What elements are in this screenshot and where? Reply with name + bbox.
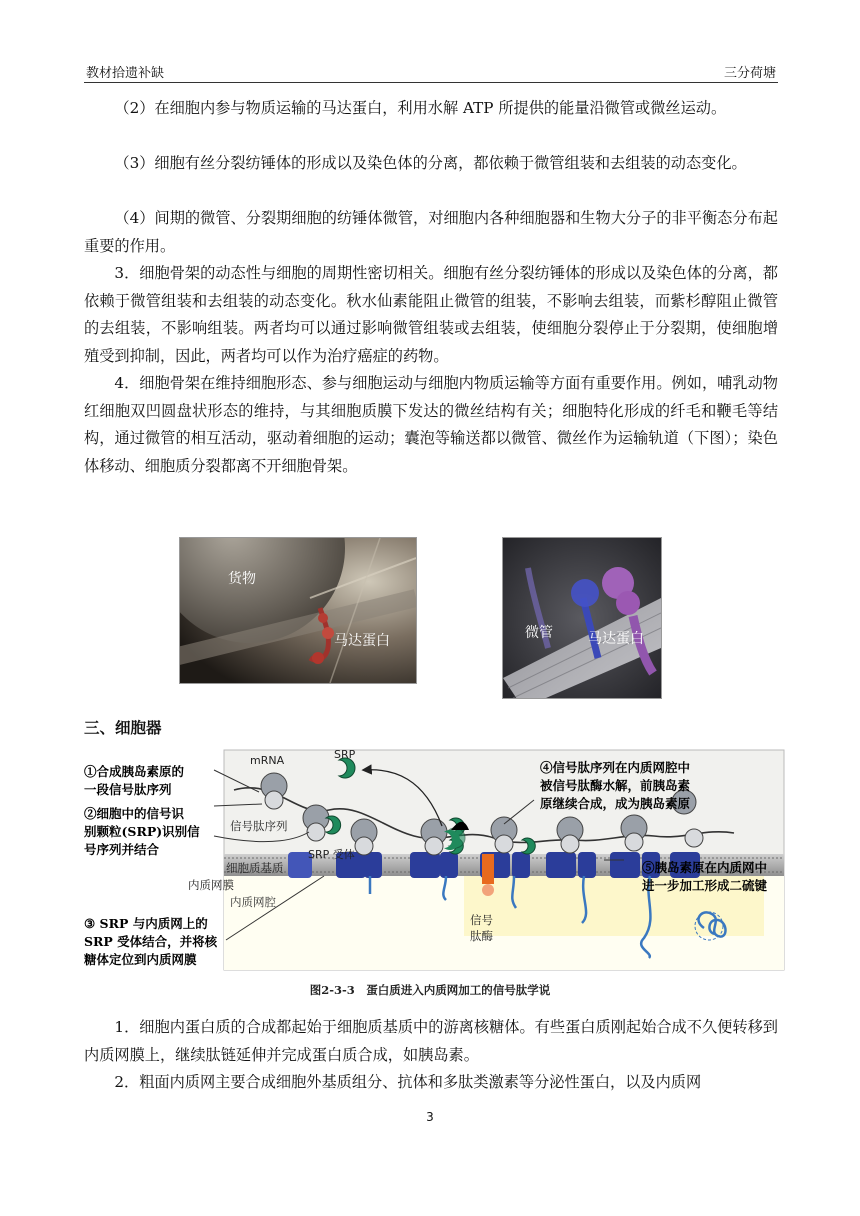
er-membrane-label: 内质网膜 <box>188 878 234 892</box>
srp-label: SRP <box>334 748 356 761</box>
note-4-line-1: ④信号肽序列在内质网腔中 <box>540 760 691 775</box>
motor-protein-cargo-photo <box>179 537 417 684</box>
note-4-line-3: 原继续合成，成为胰岛素原 <box>540 796 691 811</box>
note-3-line-1: ③ SRP 与内质网上的 <box>84 916 208 931</box>
note-3-line-3: 糖体定位到内质网膜 <box>84 952 197 967</box>
figure-caption: 图2-3-3 蛋白质进入内质网加工的信号肽学说 <box>309 983 551 997</box>
microtubule-label: 微管 <box>525 625 553 641</box>
signal-peptidase-label-1: 信号 <box>470 913 493 927</box>
note-1-line-2: 一段信号肽序列 <box>84 782 172 797</box>
note-2-line-1: ②细胞中的信号识 <box>84 806 185 821</box>
cytosol-label: 细胞质基质 <box>226 861 284 875</box>
motor-protein-label-2: 马达蛋白 <box>588 631 644 647</box>
signal-hypothesis-diagram <box>84 748 794 977</box>
er-lumen-label: 内质网腔 <box>230 895 276 909</box>
paragraph-cytoskeleton-dynamics: 3．细胞骨架的动态性与细胞的周期性密切相关。细胞有丝分裂纺锤体的形成以及染色体的分离，都依赖于微管组装和去组装的动态变化。秋水仙素能阻止微管的组装，不影响去组装，而紫杉醇阻止微管的去组装，不影响组装。两者均可以通过影响微管组装或去组装，使细胞分裂停止于分裂期，使细胞增殖受到抑制，因此，两者均可以作为治疗癌症的药物。 <box>84 264 778 365</box>
mrna-label: mRNA <box>250 754 285 767</box>
note-3-line-2: SRP 受体结合，并将核 <box>84 934 218 949</box>
note-2-line-3: 号序列并结合 <box>84 842 160 857</box>
page-number: 3 <box>426 1110 434 1124</box>
page-header <box>84 60 778 83</box>
motor-protein-label: 马达蛋白 <box>334 633 390 649</box>
paragraph-microtubule-distribution: （4）间期的微管、分裂期细胞的纺锤体微管，对细胞内各种细胞器和生物大分子的非平衡态分布起重要的作用。 <box>84 209 778 255</box>
paragraph-spindle: （3）细胞有丝分裂纺锤体的形成以及染色体的分离，都依赖于微管组装和去组装的动态变化。 <box>114 154 747 172</box>
note-1-line-1: ①合成胰岛素原的 <box>84 764 185 779</box>
note-4-line-2: 被信号肽酶水解，前胰岛素 <box>540 778 691 793</box>
paragraph-cytoskeleton-functions: 4．细胞骨架在维持细胞形态、参与细胞运动与细胞内物质运输等方面有重要作用。例如，哺乳动物红细胞双凹圆盘状形态的维持，与其细胞质膜下发达的微丝结构有关；细胞特化形成的纤毛和鞭毛等结构，通过微管的相互活动，驱动着细胞的运动；囊泡等输送都以微管、微丝作为运输轨道（下图）；染色体移动、细胞质分裂都离不开细胞骨架。 <box>84 374 778 475</box>
signal-sequence-label: 信号肽序列 <box>230 819 288 833</box>
srp-receptor-label: SRP 受体 <box>308 848 355 861</box>
note-2-line-2: 别颗粒(SRP)识别信 <box>84 824 200 839</box>
note-5-line-2: 进一步加工形成二硫键 <box>642 878 768 893</box>
paragraph-free-ribosomes: 1．细胞内蛋白质的合成都起始于细胞质基质中的游离核糖体。有些蛋白质刚起始合成不久便转移到内质网膜上，继续肽链延伸并完成蛋白质合成，如胰岛素。 <box>84 1018 778 1064</box>
signal-peptidase-label-2: 肽酶 <box>470 929 493 943</box>
microtubule-motor-photo <box>502 537 662 699</box>
header-left-title: 教材拾遗补缺 <box>86 66 165 81</box>
section-title-organelles: 三、细胞器 <box>84 719 162 737</box>
paragraph-rough-er: 2．粗面内质网主要合成细胞外基质组分、抗体和多肽类激素等分泌性蛋白，以及内质网 <box>114 1073 702 1091</box>
note-5-line-1: ⑤胰岛素原在内质网中 <box>642 860 768 875</box>
header-right-title: 三分荷塘 <box>723 66 776 81</box>
cargo-label: 货物 <box>228 571 256 587</box>
paragraph-motor-protein: （2）在细胞内参与物质运输的马达蛋白，利用水解 ATP 所提供的能量沿微管或微丝运动。 <box>114 99 727 117</box>
